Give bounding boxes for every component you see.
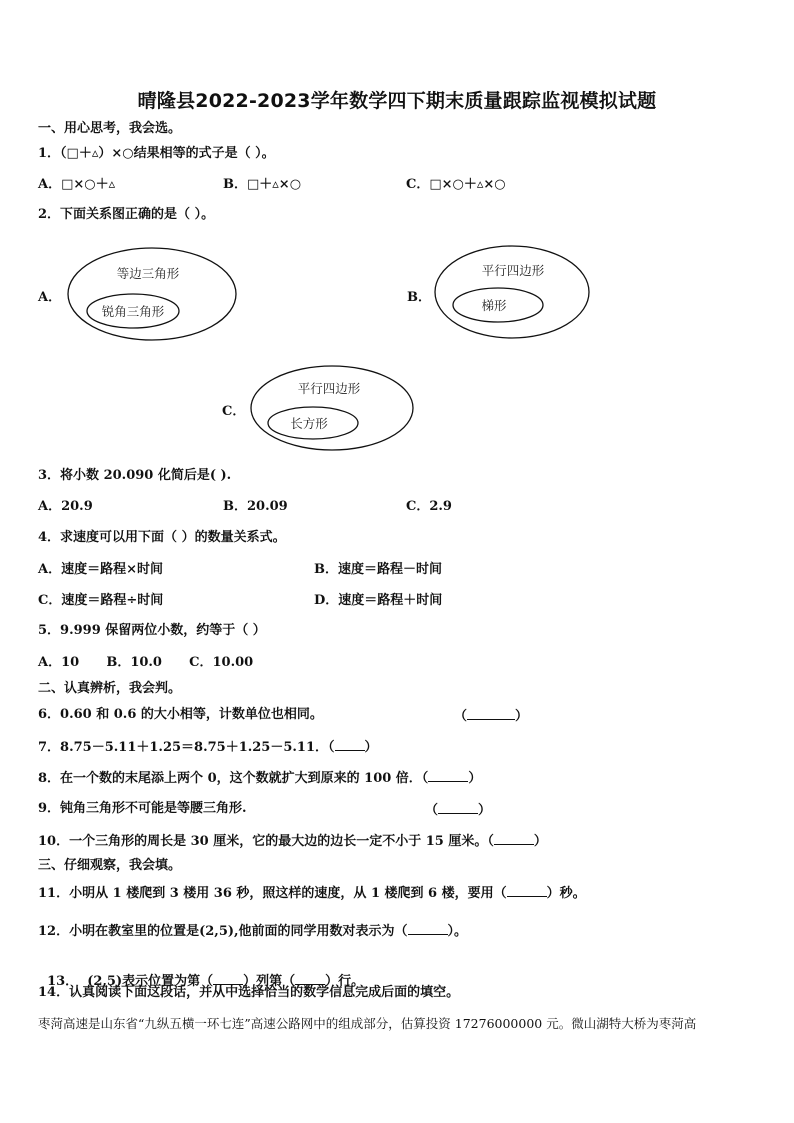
question-11-stem: 11．小明从 1 楼爬到 3 楼用 36 秒，照这样的速度，从 1 楼爬到 6 楼，要用（ xyxy=(38,886,507,901)
question-3-stem: 3．将小数 20.090 化简后是( ). xyxy=(38,468,232,483)
question-13-stem: 13． (2,5)表示位置为第（ xyxy=(47,974,214,989)
question-14-stem: 14．认真阅读下面这段话，并从中选择恰当的数学信息完成后面的填空。 xyxy=(38,985,460,1000)
question-3-option-a[interactable]: A．20.9 xyxy=(38,499,93,514)
question-4-option-b[interactable]: B．速度＝路程－时间 xyxy=(314,562,442,577)
question-12-stem: 12．小明在教室里的位置是(2,5),他前面的同学用数对表示为（ xyxy=(38,924,408,939)
question-2-option-a-label[interactable]: A． xyxy=(38,290,62,305)
paren-left: （ xyxy=(425,803,439,818)
question-12-suffix: ）。 xyxy=(447,924,468,939)
question-1-option-b[interactable]: B．□＋▵×○ xyxy=(223,177,302,192)
outer-ellipse-b xyxy=(435,246,589,338)
question-11-suffix: ）秒。 xyxy=(546,886,586,901)
question-4-option-a[interactable]: A．速度＝路程×时间 xyxy=(38,562,163,577)
answer-blank[interactable] xyxy=(408,921,448,935)
paren-right: ） xyxy=(533,834,547,849)
question-11 xyxy=(38,883,586,903)
question-5-options[interactable]: A．10 B．10.0 C．10.00 xyxy=(38,655,254,670)
venn-diagram-b[interactable] xyxy=(433,244,593,342)
answer-blank[interactable] xyxy=(335,737,365,751)
question-13-suffix: ）行。 xyxy=(325,974,365,989)
question-3-option-c[interactable]: C．2.9 xyxy=(406,499,452,514)
section-2-heading: 二、认真辨析，我会判。 xyxy=(38,681,182,696)
question-8 xyxy=(38,768,481,788)
question-4-option-d[interactable]: D．速度＝路程＋时间 xyxy=(314,593,443,608)
question-7-stem: 7．8.75－5.11＋1.25＝8.75＋1.25－5.11．（ xyxy=(38,740,335,755)
answer-blank-row[interactable] xyxy=(295,971,325,985)
venn-a-outer-label: 等边三角形 xyxy=(116,266,180,281)
question-6-answer[interactable] xyxy=(454,706,528,726)
paren-right: ） xyxy=(468,771,482,786)
section-1-heading: 一、用心思考，我会选。 xyxy=(38,121,182,136)
venn-a-inner-label: 锐角三角形 xyxy=(101,304,165,319)
question-2-option-c-label[interactable]: C． xyxy=(222,404,246,419)
question-7 xyxy=(38,737,378,757)
question-9-answer[interactable] xyxy=(425,800,491,820)
paren-left: （ xyxy=(454,709,468,724)
question-4-stem: 4．求速度可以用下面（ ）的数量关系式。 xyxy=(38,530,286,545)
reading-passage: 枣菏高速是山东省“九纵五横一环七连”高速公路网中的组成部分，估算投资 17276000000 元。微山湖特大桥为枣菏高 xyxy=(38,1016,697,1031)
question-5-stem: 5．9.999 保留两位小数，约等于（ ） xyxy=(38,623,266,638)
question-6-stem: 6．0.60 和 0.6 的大小相等，计数单位也相同。 xyxy=(38,707,323,722)
venn-c-inner-label: 长方形 xyxy=(290,416,328,431)
paren-right: ） xyxy=(515,709,529,724)
question-8-stem: 8．在一个数的末尾添上两个 0，这个数就扩大到原来的 100 倍．（ xyxy=(38,771,429,786)
question-10 xyxy=(38,831,547,851)
venn-c-outer-label: 平行四边形 xyxy=(297,381,361,396)
question-13-middle: ）列第（ xyxy=(243,974,296,989)
question-1-stem: 1．（□＋▵）×○结果相等的式子是（ ）。 xyxy=(38,146,275,161)
venn-diagram-a[interactable] xyxy=(66,246,240,346)
venn-diagram-c[interactable] xyxy=(249,364,417,456)
paren-right: ） xyxy=(478,803,492,818)
venn-b-outer-label: 平行四边形 xyxy=(481,263,545,278)
question-9-stem: 9．钝角三角形不可能是等腰三角形. xyxy=(38,801,247,816)
answer-blank[interactable] xyxy=(467,706,515,720)
answer-blank[interactable] xyxy=(507,883,547,897)
question-4-option-c[interactable]: C．速度＝路程÷时间 xyxy=(38,593,164,608)
page-title: 晴隆县2022-2023学年数学四下期末质量跟踪监视模拟试题 xyxy=(137,90,657,112)
paren-right: ） xyxy=(364,740,378,755)
question-12 xyxy=(38,921,467,941)
question-1-option-c[interactable]: C．□×○＋▵×○ xyxy=(406,177,506,192)
answer-blank[interactable] xyxy=(494,831,534,845)
answer-blank[interactable] xyxy=(428,768,468,782)
answer-blank-column[interactable] xyxy=(213,971,243,985)
question-1-option-a[interactable]: A．□×○＋▵ xyxy=(38,177,116,192)
question-2-option-b-label[interactable]: B． xyxy=(407,290,431,305)
section-3-heading: 三、仔细观察，我会填。 xyxy=(38,858,182,873)
venn-b-inner-label: 梯形 xyxy=(481,298,507,313)
question-10-stem: 10．一个三角形的周长是 30 厘米，它的最大边的边长一定不小于 15 厘米。（ xyxy=(38,834,494,849)
question-2-stem: 2．下面关系图正确的是（ ）。 xyxy=(38,207,215,222)
answer-blank[interactable] xyxy=(438,800,478,814)
question-3-option-b[interactable]: B．20.09 xyxy=(223,499,288,514)
